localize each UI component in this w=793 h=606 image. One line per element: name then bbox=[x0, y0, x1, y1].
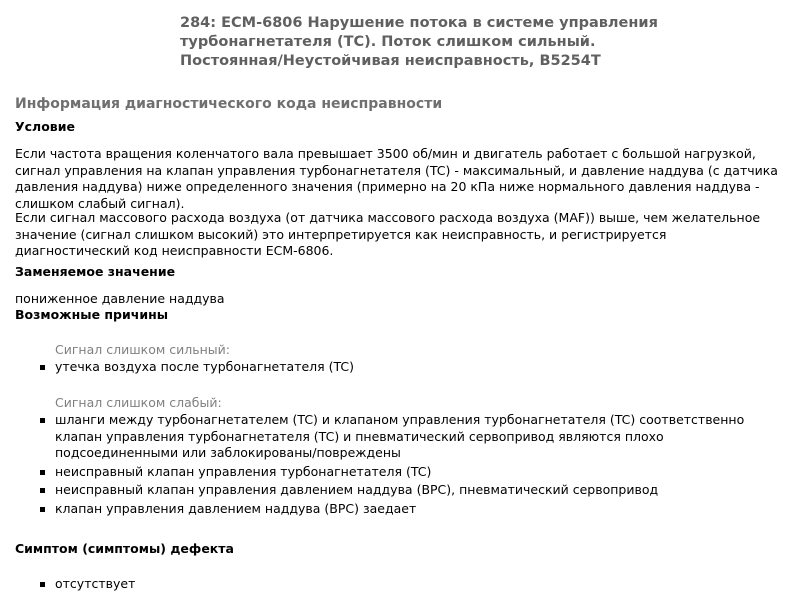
bullet-icon bbox=[40, 582, 45, 587]
condition-paragraph-2: Если сигнал массового расхода воздуха (от датчика массового расхода воздуха (MAF)) выше, чем желательное значение (сигнал слишком высокий) это интерпретируется как неисправность, и регистрируется диагностический код неисправности ECM-6806. bbox=[15, 210, 761, 258]
symptoms-list bbox=[0, 576, 793, 595]
section-heading: Информация диагностического кода неисправности bbox=[15, 96, 443, 112]
causes-group-strong-label: Сигнал слишком сильный: bbox=[55, 342, 230, 357]
bullet-icon bbox=[40, 488, 45, 493]
list-item bbox=[0, 464, 793, 481]
list-item bbox=[0, 501, 793, 518]
list-item-text: неисправный клапан управления турбонагнетателя (TC) bbox=[55, 463, 432, 479]
symptoms-heading: Симптом (симптомы) дефекта bbox=[15, 541, 234, 556]
causes-heading: Возможные причины bbox=[15, 307, 169, 322]
substitute-heading: Заменяемое значение bbox=[15, 264, 176, 279]
list-item bbox=[0, 482, 793, 499]
bullet-icon bbox=[40, 418, 45, 423]
list-item-text: клапан управления давлением наддува (BPC) заедает bbox=[55, 500, 417, 516]
list-item bbox=[0, 359, 793, 376]
condition-paragraph-1: Если частота вращения коленчатого вала превышает 3500 об/мин и двигатель работает с большой нагрузкой, сигнал управления на клапан управления турбонагнетателя (TC) - максимальный, и давление наддува (с датчика давления наддува) ниже определенного значения (примерно на 20 кПа ниже нормального давления наддува - слишком слабый сигнал). bbox=[15, 146, 778, 211]
causes-group-strong-list bbox=[0, 359, 793, 378]
list-item-text: отсутствует bbox=[55, 576, 136, 591]
list-item bbox=[0, 576, 793, 593]
bullet-icon bbox=[40, 470, 45, 475]
bullet-icon bbox=[40, 507, 45, 512]
causes-group-weak-label: Сигнал слишком слабый: bbox=[55, 395, 222, 410]
list-item bbox=[0, 412, 793, 462]
document-title: 284: ECM-6806 Нарушение потока в системе управления турбонагнетателя (TC). Поток слишком сильный. Постоянная/Неустойчивая неисправность, B5254T bbox=[180, 15, 658, 69]
list-item-text: неисправный клапан управления давлением наддува (BPC), пневматический сервопривод bbox=[55, 482, 659, 497]
condition-heading: Условие bbox=[15, 119, 75, 134]
list-item-text: шланги между турбонагнетателем (TC) и клапаном управления турбонагнетателя (TC) соответственно клапан управления турбонагнетателя (TC) и пневматический сервопривод являются плохо подсоединенными или заблокированы/повреждены bbox=[55, 412, 745, 460]
substitute-value: пониженное давление наддува bbox=[15, 291, 225, 306]
bullet-icon bbox=[40, 365, 45, 370]
causes-group-weak-list bbox=[0, 412, 793, 519]
list-item-text: утечка воздуха после турбонагнетателя (TC) bbox=[55, 359, 355, 374]
